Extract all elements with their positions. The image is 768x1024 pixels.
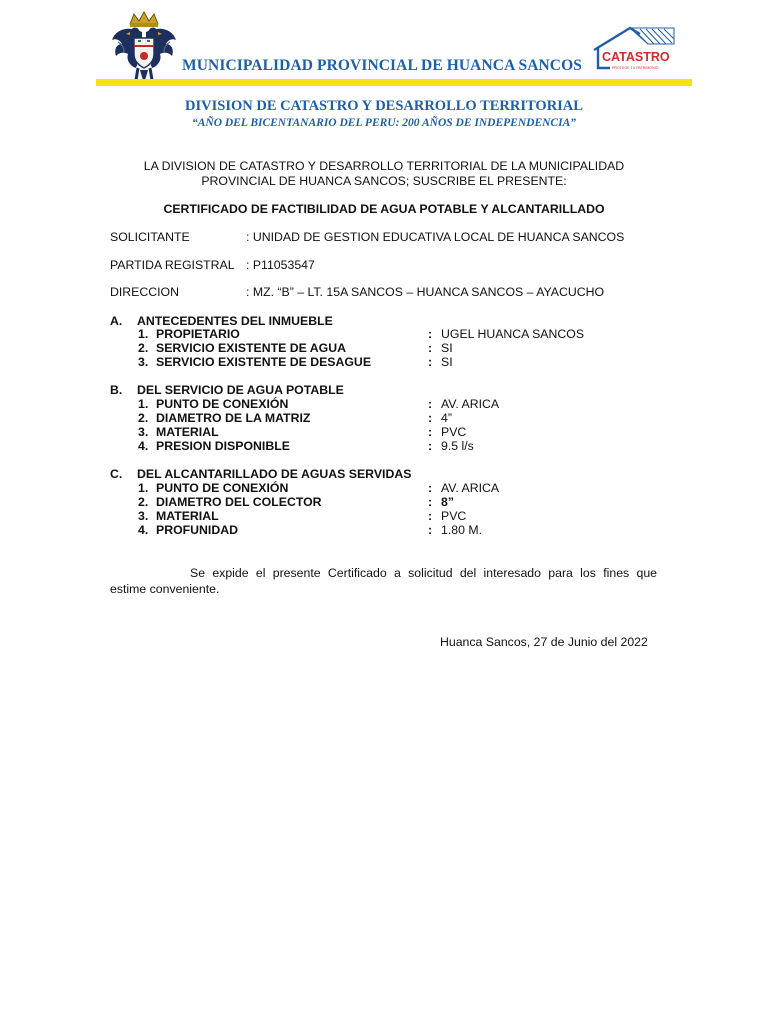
item-number: 3. <box>138 355 149 369</box>
item-label: MATERIAL <box>156 509 219 523</box>
date-line: Huanca Sancos, 27 de Junio del 2022 <box>440 635 648 649</box>
item-value: 1.80 M. <box>441 523 483 537</box>
item-colon: : <box>428 397 433 411</box>
item-number: 3. <box>138 425 149 439</box>
closing-line: estime conveniente. <box>110 582 220 596</box>
item-value: AV. ARICA <box>441 481 500 495</box>
item-number: 2. <box>138 495 149 509</box>
section-title: DEL SERVICIO DE AGUA POTABLE <box>137 383 344 397</box>
closing-line: Se expide el presente Certificado a solicitud del interesado para los fines que <box>190 566 657 580</box>
direccion-value: : MZ. “B” – LT. 15A SANCOS – HUANCA SANCOS – AYACUCHO <box>246 285 605 299</box>
item-colon: : <box>428 523 433 537</box>
item-label: PROFUNIDAD <box>156 523 238 537</box>
year-motto: “AÑO DEL BICENTANARIO DEL PERU: 200 AÑOS DE INDEPENDENCIA” <box>191 117 577 129</box>
municipality-name: MUNICIPALIDAD PROVINCIAL DE HUANCA SANCOS <box>182 57 582 74</box>
item-label: DIAMETRO DEL COLECTOR <box>156 495 322 509</box>
item-value: PVC <box>441 509 467 523</box>
division-title: DIVISION DE CATASTRO Y DESARROLLO TERRITORIAL <box>185 98 583 114</box>
item-number: 1. <box>138 397 149 411</box>
section-title: DEL ALCANTARILLADO DE AGUAS SERVIDAS <box>137 467 412 481</box>
item-value: 8” <box>441 495 454 509</box>
item-number: 1. <box>138 481 149 495</box>
header-divider <box>96 79 692 86</box>
item-value: PVC <box>441 425 467 439</box>
item-value: AV. ARICA <box>441 397 500 411</box>
item-value: UGEL HUANCA SANCOS <box>441 327 585 341</box>
section-letter: B. <box>110 383 123 397</box>
section-title: ANTECEDENTES DEL INMUEBLE <box>137 314 333 328</box>
municipal-crest-icon <box>108 10 180 86</box>
item-colon: : <box>428 341 433 355</box>
solicitante-value: : UNIDAD DE GESTION EDUCATIVA LOCAL DE HUANCA SANCOS <box>246 230 625 244</box>
section-letter: A. <box>110 314 123 328</box>
direccion-label: DIRECCION <box>110 285 180 299</box>
item-label: SERVICIO EXISTENTE DE AGUA <box>156 341 346 355</box>
item-label: DIAMETRO DE LA MATRIZ <box>156 411 311 425</box>
item-value: SI <box>441 341 453 355</box>
item-label: PROPIETARIO <box>156 327 240 341</box>
catastro-logo-tagline: PROTEGE TU PATRIMONIO <box>612 66 659 70</box>
item-label: PRESION DISPONIBLE <box>156 439 290 453</box>
item-label: MATERIAL <box>156 425 219 439</box>
item-number: 1. <box>138 327 149 341</box>
intro-line: LA DIVISION DE CATASTRO Y DESARROLLO TERRITORIAL DE LA MUNICIPALIDAD <box>143 159 625 173</box>
item-label: PUNTO DE CONEXIÓN <box>156 397 289 411</box>
item-colon: : <box>428 495 433 509</box>
solicitante-label: SOLICITANTE <box>110 230 190 244</box>
intro-line: PROVINCIAL DE HUANCA SANCOS; SUSCRIBE EL PRESENTE: <box>201 174 567 188</box>
section-letter: C. <box>110 467 123 481</box>
item-number: 4. <box>138 439 149 453</box>
item-number: 4. <box>138 523 149 537</box>
item-number: 2. <box>138 411 149 425</box>
item-label: PUNTO DE CONEXIÓN <box>156 481 289 495</box>
certificate-title: CERTIFICADO DE FACTIBILIDAD DE AGUA POTABLE Y ALCANTARILLADO <box>163 202 605 216</box>
item-colon: : <box>428 481 433 495</box>
item-colon: : <box>428 425 433 439</box>
item-value: SI <box>441 355 453 369</box>
item-colon: : <box>428 327 433 341</box>
closing-paragraph <box>110 565 657 597</box>
item-colon: : <box>428 439 433 453</box>
catastro-logo-text: CATASTRO <box>602 50 670 64</box>
intro-paragraph <box>110 159 658 189</box>
item-colon: : <box>428 355 433 369</box>
catastro-logo <box>590 24 678 74</box>
item-colon: : <box>428 411 433 425</box>
partida-label: PARTIDA REGISTRAL <box>110 258 235 272</box>
item-value: 4” <box>441 411 452 425</box>
item-number: 3. <box>138 509 149 523</box>
item-colon: : <box>428 509 433 523</box>
partida-value: : P11053547 <box>246 258 315 272</box>
item-value: 9.5 l/s <box>441 439 474 453</box>
item-label: SERVICIO EXISTENTE DE DESAGUE <box>156 355 372 369</box>
item-number: 2. <box>138 341 149 355</box>
